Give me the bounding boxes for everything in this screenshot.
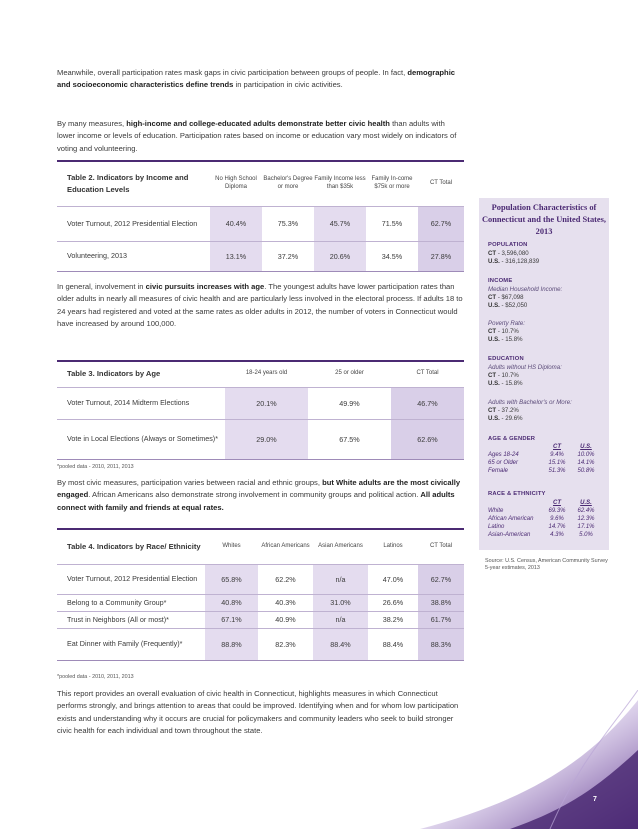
bachelors-us — [488, 415, 523, 423]
table-cell: 62.7% — [418, 564, 464, 594]
race-emphasis: All adults connect with family and friends at equal rates. — [57, 490, 455, 512]
no-diploma-label: Adults without HS Diploma: — [488, 364, 562, 371]
column-header: Family In-come $75k or more — [366, 162, 418, 206]
value: - 316,128,839 — [499, 258, 540, 265]
race-heading: RACE & ETHNICITY — [488, 491, 546, 497]
row-label: Voter Turnout, 2012 Presidential Election — [57, 564, 205, 594]
table-cell: 45.7% — [314, 206, 366, 241]
column-header: No High School Diploma — [210, 162, 262, 206]
label: CT — [488, 372, 497, 379]
table-2-title: Table 2. Indicators by Income and Education Levels — [57, 162, 210, 206]
column-header: 18-24 years old — [225, 362, 308, 387]
column-header: Asian Americans — [313, 530, 368, 564]
value: - 10.7% — [496, 372, 519, 379]
table-cell: 26.6% — [368, 594, 418, 611]
table-cell: 27.8% — [418, 241, 464, 271]
value: 15.1% — [548, 460, 566, 466]
population-sidebar — [479, 198, 609, 550]
table-cell: 67.1% — [205, 611, 258, 628]
table-cell: 62.6% — [391, 419, 464, 459]
column-header: CT — [553, 444, 561, 450]
population-heading: POPULATION — [488, 242, 528, 248]
table-3 — [57, 360, 464, 460]
value: - 15.8% — [499, 336, 523, 343]
value: - $67,098 — [496, 294, 524, 301]
table-row — [57, 564, 464, 594]
table-cell: 47.0% — [368, 564, 418, 594]
value: - 10.7% — [496, 328, 519, 335]
column-header: U.S. — [580, 444, 592, 450]
row-label: Asian-American — [488, 532, 531, 538]
table-3-footnote: *pooled data - 2010, 2011, 2013 — [57, 464, 134, 470]
race-paragraph — [57, 477, 464, 514]
value: 62.4% — [577, 508, 595, 514]
table-cell: 20.1% — [225, 387, 308, 419]
value: 9.4% — [550, 452, 564, 458]
column-header: Bachelor's Degree or more — [262, 162, 314, 206]
column-header: CT — [553, 500, 561, 506]
row-label: Ages 18-24 — [488, 452, 519, 458]
sidebar-title: Population Characteristics of Connecticut and the United States, 2013 — [482, 203, 606, 236]
education-heading: EDUCATION — [488, 356, 524, 362]
value: 14.1% — [577, 460, 595, 466]
table-row — [57, 611, 464, 628]
column-header: CT Total — [418, 162, 464, 206]
table-cell: 88.8% — [205, 628, 258, 660]
column-header: Family Income less than $35k — [314, 162, 366, 206]
income-heading: INCOME — [488, 278, 513, 284]
age-text: . The youngest adults have lower participation rates than older adults in nearly all measures of civic health and are particularly less involved in the electoral process. If adults 18 to 24 years had registered and voted at the same rates as older adults in 2012, the number of voters in Connecticut would have increased by around 100,000. — [57, 282, 463, 329]
bachelors-ct — [488, 407, 519, 415]
table-cell: 13.1% — [210, 241, 262, 271]
label: CT — [488, 294, 497, 301]
table-cell: 82.3% — [275, 639, 296, 649]
table-cell: 38.2% — [368, 611, 418, 628]
column-header: CT Total — [418, 530, 464, 564]
income-us — [488, 302, 527, 310]
row-label: Belong to a Community Group* — [57, 594, 205, 611]
value: 14.7% — [548, 524, 566, 530]
race-text: By most civic measures, participation varies between racial and ethnic groups, — [57, 478, 323, 487]
row-label: Female — [488, 468, 509, 474]
row-label: Volunteering, 2013 — [67, 251, 127, 261]
table-cell: 40.9% — [258, 611, 313, 628]
population-us — [488, 258, 539, 266]
decorative-corner — [420, 690, 638, 829]
table-4-footnote: *pooled data - 2010, 2011, 2013 — [57, 674, 134, 680]
table-cell: 88.3% — [418, 628, 464, 660]
table-cell: 75.3% — [262, 206, 314, 241]
row-label: African American — [488, 516, 534, 522]
age-text: In general, involvement in — [57, 282, 146, 291]
table-cell: 61.7% — [418, 611, 464, 628]
row-label: Trust in Neighbors (All or most)* — [57, 611, 205, 628]
value: 5.0% — [579, 532, 593, 538]
value: 50.8% — [577, 468, 595, 474]
table-4 — [57, 528, 464, 661]
intro-emphasis: high-income and college-educated adults demonstrate better civic health — [126, 119, 390, 128]
label: CT — [488, 328, 497, 335]
label: CT — [488, 250, 497, 257]
income-ct — [488, 294, 524, 302]
table-row — [57, 206, 464, 241]
bachelors-label: Adults with Bachelor's or More: — [488, 399, 572, 406]
value: 69.3% — [548, 508, 566, 514]
intro-text: Meanwhile, overall participation rates mask gaps in civic participation between groups of people. In fact, — [57, 68, 408, 77]
intro-text: in participation in civic activities. — [233, 80, 343, 90]
row-label: Eat Dinner with Family (Frequently)* — [67, 639, 183, 649]
row-label: 65 or Older — [488, 460, 519, 466]
table-cell: 65.8% — [205, 564, 258, 594]
age-gender-heading: AGE & GENDER — [488, 436, 536, 442]
value: - 15.8% — [499, 380, 523, 387]
column-header: African Americans — [258, 530, 313, 564]
table-cell: 71.5% — [366, 206, 418, 241]
column-header: U.S. — [580, 500, 592, 506]
table-cell: 40.4% — [210, 206, 262, 241]
table-cell: 88.4% — [313, 628, 368, 660]
column-header: 25 or older — [308, 362, 391, 387]
table-cell: 49.9% — [308, 387, 391, 419]
table-row — [57, 387, 464, 419]
table-cell: 67.5% — [339, 434, 360, 444]
table-row — [57, 628, 464, 660]
table-cell: 62.2% — [258, 564, 313, 594]
table-cell: 62.7% — [418, 206, 464, 241]
row-label: White — [488, 508, 504, 514]
label: U.S. — [488, 380, 500, 387]
table-2 — [57, 160, 464, 272]
race-text: . African Americans also demonstrate strong involvement in community groups and political action. — [88, 490, 421, 500]
table-cell: 88.4% — [382, 639, 404, 649]
value: 12.3% — [577, 516, 595, 522]
intro-text: By many measures, — [57, 119, 127, 128]
table-cell: 31.0% — [313, 594, 368, 611]
population-ct — [488, 250, 529, 258]
poverty-us — [488, 336, 523, 344]
label: CT — [488, 407, 497, 414]
intro-paragraph-2 — [57, 118, 464, 155]
table-cell: 34.5% — [381, 251, 403, 261]
label: U.S. — [488, 336, 500, 343]
table-cell: 37.2% — [277, 251, 299, 261]
row-label: Voter Turnout, 2012 Presidential Election — [57, 206, 210, 241]
table-cell: 46.7% — [391, 387, 464, 419]
value: 9.6% — [550, 516, 564, 522]
intro-emphasis: demographic and socioeconomic characteristics define trends — [57, 68, 456, 90]
value: 10.0% — [577, 452, 595, 458]
intro-paragraph-1 — [57, 67, 464, 92]
table-cell: 20.6% — [314, 241, 366, 271]
column-header: Whites — [205, 530, 258, 564]
page-number: 7 — [593, 796, 597, 803]
row-label: Vote in Local Elections (Always or Sometimes)* — [67, 434, 218, 444]
value: 17.1% — [577, 524, 595, 530]
value: - 29.6% — [499, 415, 523, 422]
table-row — [57, 594, 464, 611]
column-header: Latinos — [368, 530, 418, 564]
table-row — [57, 419, 464, 459]
age-paragraph — [57, 281, 464, 331]
table-cell: 40.8% — [205, 594, 258, 611]
label: U.S. — [488, 258, 500, 265]
value: - 37.2% — [496, 407, 519, 414]
median-income-label: Median Household Income: — [488, 286, 563, 293]
label: U.S. — [488, 302, 500, 309]
table-cell: 38.8% — [418, 594, 464, 611]
value: 51.3% — [548, 468, 566, 474]
table-cell: 40.3% — [258, 594, 313, 611]
closing-paragraph: This report provides an overall evaluation of civic health in Connecticut, highlights measures in which Connecticut performs strongly, and brings attention to areas that could be improved. Identifying when and for whom low participation exists and understanding why it occurs are crucial for policymakers and community leaders who seek to build stronger civic health for each individual and town throughout the state. — [57, 689, 459, 736]
poverty-ct — [488, 328, 519, 336]
label: U.S. — [488, 415, 500, 422]
race-emphasis: but White adults are the most civically engaged — [57, 478, 461, 500]
table-4-title: Table 4. Indicators by Race/ Ethnicity — [57, 530, 205, 564]
row-label: Voter Turnout, 2014 Midterm Elections — [57, 387, 225, 419]
source-note: Source: U.S. Census, American Community Survey 5-year estimates, 2013 — [485, 558, 608, 571]
column-header: CT Total — [391, 362, 464, 387]
intro-text: than adults with lower income or levels of education. Participation rates based on income or education vary most widely on indicators of voting and volunteering. — [57, 119, 457, 153]
table-row — [57, 241, 464, 271]
table-cell: 29.0% — [225, 419, 308, 459]
no-diploma-us — [488, 380, 523, 388]
table-cell: n/a — [313, 564, 368, 594]
value: - 3,596,080 — [496, 250, 529, 257]
age-emphasis: civic pursuits increases with age — [145, 282, 265, 291]
poverty-label: Poverty Rate: — [488, 320, 525, 327]
no-diploma-ct — [488, 372, 519, 380]
row-label: Latino — [488, 524, 505, 530]
value: - $52,050 — [499, 302, 528, 309]
table-cell: n/a — [313, 611, 368, 628]
value: 4.3% — [550, 532, 564, 538]
table-3-title: Table 3. Indicators by Age — [57, 362, 225, 387]
